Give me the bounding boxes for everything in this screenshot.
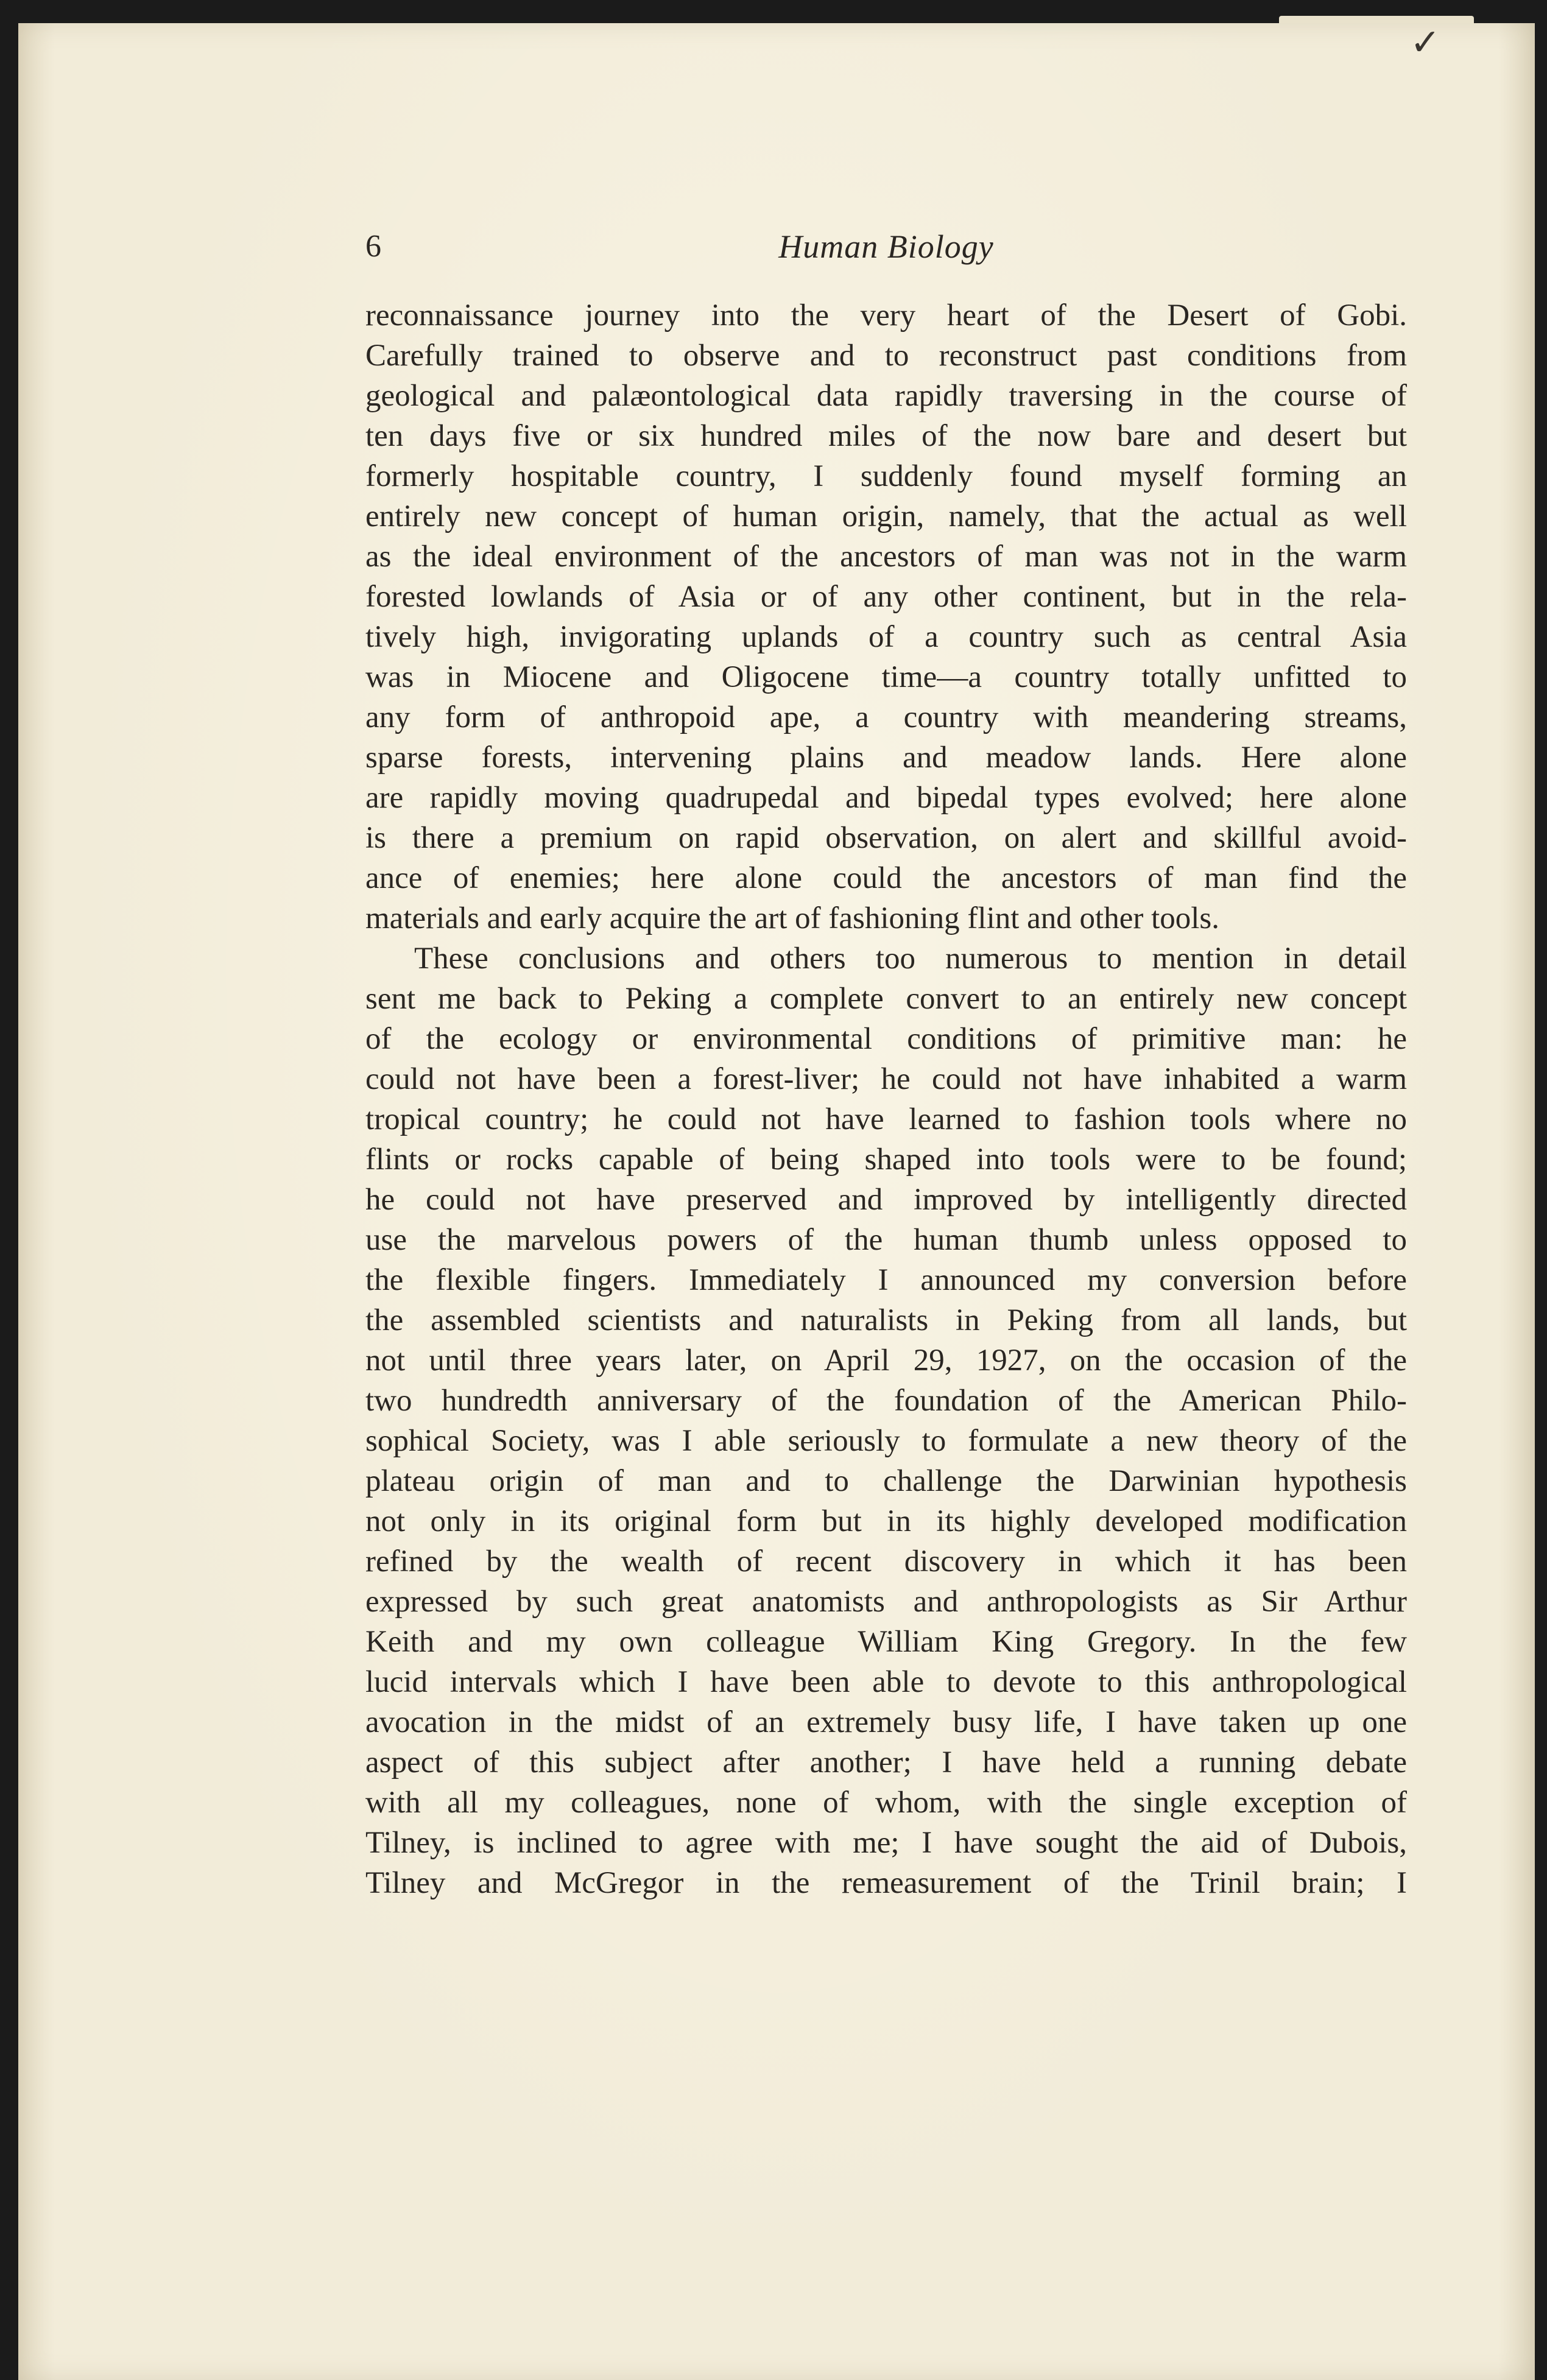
text-line: use the marvelous powers of the human thumb unless opposed to — [365, 1223, 1407, 1257]
text-line: flints or rocks capable of being shaped into tools were to be found; — [365, 1142, 1407, 1177]
text-line: ance of enemies; here alone could the ancestors of man find the — [365, 861, 1407, 895]
text-line: avocation in the midst of an extremely busy life, I have taken up one — [365, 1705, 1407, 1739]
text-line: with all my colleagues, none of whom, with the single exception of — [365, 1786, 1407, 1820]
text-line: aspect of this subject after another; I have held a running debate — [365, 1745, 1407, 1780]
text-line: not only in its original form but in its highly developed modification — [365, 1504, 1407, 1538]
text-line: reconnaissance journey into the very heart of the Desert of Gobi. — [365, 298, 1407, 333]
text-line: sent me back to Peking a complete convert to an entirely new concept — [365, 982, 1407, 1016]
text-line: refined by the wealth of recent discovery in which it has been — [365, 1544, 1407, 1579]
text-line: was in Miocene and Oligocene time—a country totally unfitted to — [365, 660, 1407, 694]
running-head — [365, 225, 1407, 268]
text-line: are rapidly moving quadrupedal and bipedal types evolved; here alone — [365, 781, 1407, 815]
text-line: the assembled scientists and naturalists in Peking from all lands, but — [365, 1303, 1407, 1337]
text-line: ten days five or six hundred miles of the now bare and desert but — [365, 419, 1407, 453]
text-line: plateau origin of man and to challenge the Darwinian hypothesis — [365, 1464, 1407, 1498]
text-line: as the ideal environment of the ancestors of man was not in the warm — [365, 540, 1407, 574]
text-line: Carefully trained to observe and to reconstruct past conditions from — [365, 339, 1407, 373]
page-number: 6 — [365, 229, 381, 264]
text-line: is there a premium on rapid observation, on alert and skillful avoid- — [365, 821, 1407, 855]
text-line: These conclusions and others too numerous to mention in detail — [414, 942, 1407, 976]
text-line: lucid intervals which I have been able to devote to this anthropological — [365, 1665, 1407, 1699]
text-line: expressed by such great anatomists and anthropologists as Sir Arthur — [365, 1585, 1407, 1619]
text-line: sparse forests, intervening plains and meadow lands. Here alone — [365, 741, 1407, 775]
text-line: materials and early acquire the art of fashioning flint and other tools. — [365, 901, 1220, 935]
text-line: formerly hospitable country, I suddenly found myself forming an — [365, 459, 1407, 493]
text-line: tropical country; he could not have learned to fashion tools where no — [365, 1102, 1407, 1136]
text-line: geological and palæontological data rapidly traversing in the course of — [365, 379, 1407, 413]
text-line: Tilney, is inclined to agree with me; I have sought the aid of Dubois, — [365, 1826, 1407, 1860]
body-text — [365, 295, 1407, 1903]
text-line: he could not have preserved and improved by intelligently directed — [365, 1183, 1407, 1217]
text-line: any form of anthropoid ape, a country with meandering streams, — [365, 700, 1407, 734]
text-line: two hundredth anniversary of the foundation of the American Philo- — [365, 1384, 1407, 1418]
journal-title: Human Biology — [778, 228, 994, 265]
text-line: not until three years later, on April 29, 1927, on the occasion of the — [365, 1343, 1407, 1378]
text-line: tively high, invigorating uplands of a country such as central Asia — [365, 620, 1407, 654]
text-line: Keith and my own colleague William King Gregory. In the few — [365, 1625, 1407, 1659]
text-line: forested lowlands of Asia or of any other continent, but in the rela- — [365, 580, 1407, 614]
text-line: of the ecology or environmental conditions of primitive man: he — [365, 1022, 1407, 1056]
text-line: the flexible fingers. Immediately I announced my conversion before — [365, 1263, 1407, 1297]
corner-tear-mark: ✓ — [1410, 21, 1441, 64]
text-line: could not have been a forest-liver; he could not have inhabited a warm — [365, 1062, 1407, 1096]
text-line: sophical Society, was I able seriously to formulate a new theory of the — [365, 1424, 1407, 1458]
text-line: Tilney and McGregor in the remeasurement of the Trinil brain; I — [365, 1866, 1407, 1900]
text-line: entirely new concept of human origin, namely, that the actual as well — [365, 499, 1407, 533]
